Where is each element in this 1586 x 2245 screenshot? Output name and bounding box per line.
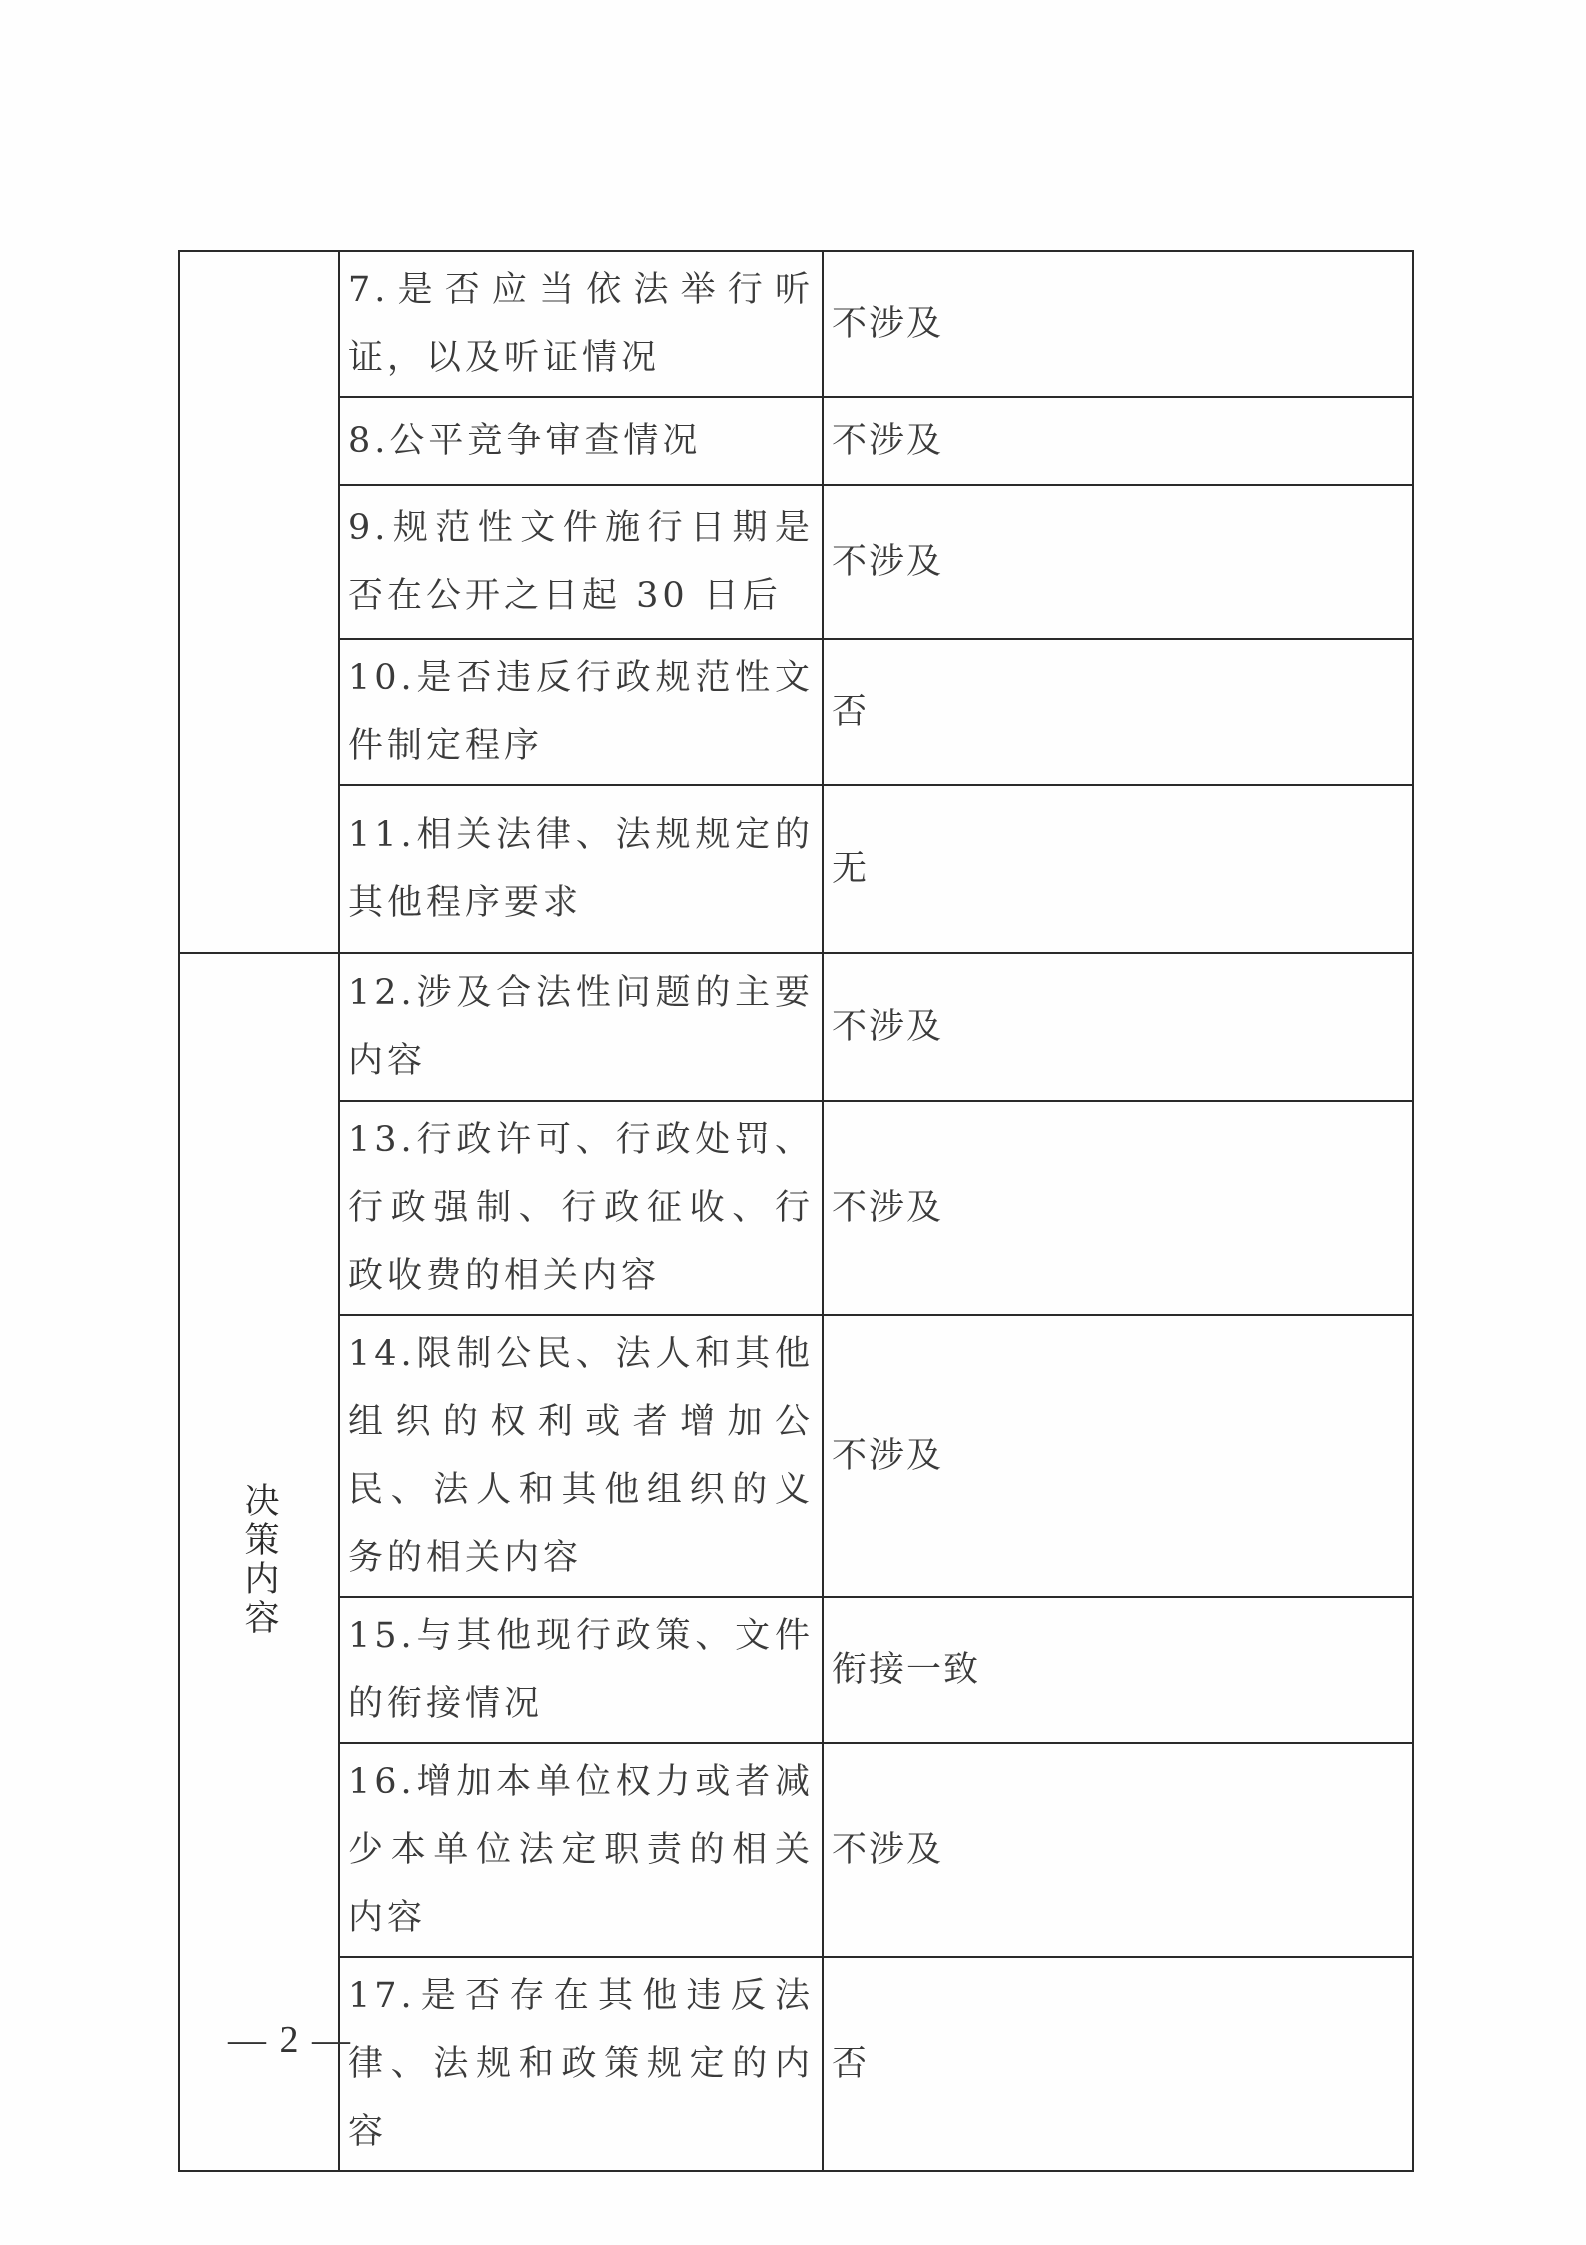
item-cell: 7.是否应当依法举行听证，以及听证情况 [339, 251, 823, 397]
table-row [179, 397, 1413, 485]
page-number: — 2 — [228, 2019, 352, 2061]
item-cell: 13.行政许可、行政处罚、行政强制、行政征收、行政收费的相关内容 [339, 1101, 823, 1315]
table-row [179, 251, 1413, 397]
item-cell: 17.是否存在其他违反法律、法规和政策规定的内容 [339, 1957, 823, 2171]
item-cell: 14.限制公民、法人和其他组织的权利或者增加公民、法人和其他组织的义务的相关内容 [339, 1315, 823, 1597]
table-row [179, 1101, 1413, 1315]
answer-cell: 否 [823, 639, 1413, 785]
item-cell: 10.是否违反行政规范性文件制定程序 [339, 639, 823, 785]
item-cell: 8.公平竞争审查情况 [339, 397, 823, 485]
answer-cell: 不涉及 [823, 397, 1413, 485]
answer-cell: 衔接一致 [823, 1597, 1413, 1743]
answer-cell: 无 [823, 785, 1413, 953]
review-table [178, 250, 1414, 2172]
item-cell: 16.增加本单位权力或者减少本单位法定职责的相关内容 [339, 1743, 823, 1957]
table-row [179, 1743, 1413, 1957]
answer-cell: 不涉及 [823, 1743, 1413, 1957]
category-cell-procedure [179, 251, 339, 953]
table-row [179, 1597, 1413, 1743]
answer-cell: 不涉及 [823, 1101, 1413, 1315]
category-cell-decision [179, 953, 339, 2171]
answer-cell: 不涉及 [823, 953, 1413, 1101]
table-row [179, 785, 1413, 953]
item-cell: 9.规范性文件施行日期是否在公开之日起 30 日后 [339, 485, 823, 639]
table-row [179, 1957, 1413, 2171]
table-row [179, 485, 1413, 639]
answer-cell: 不涉及 [823, 485, 1413, 639]
answer-cell: 不涉及 [823, 251, 1413, 397]
table-row [179, 953, 1413, 1101]
item-cell: 12.涉及合法性问题的主要内容 [339, 953, 823, 1101]
table-row [179, 1315, 1413, 1597]
answer-cell: 否 [823, 1957, 1413, 2171]
item-cell: 11.相关法律、法规规定的其他程序要求 [339, 785, 823, 953]
category-label: 决策内容 [239, 1482, 279, 1638]
table-row [179, 639, 1413, 785]
answer-cell: 不涉及 [823, 1315, 1413, 1597]
item-cell: 15.与其他现行政策、文件的衔接情况 [339, 1597, 823, 1743]
